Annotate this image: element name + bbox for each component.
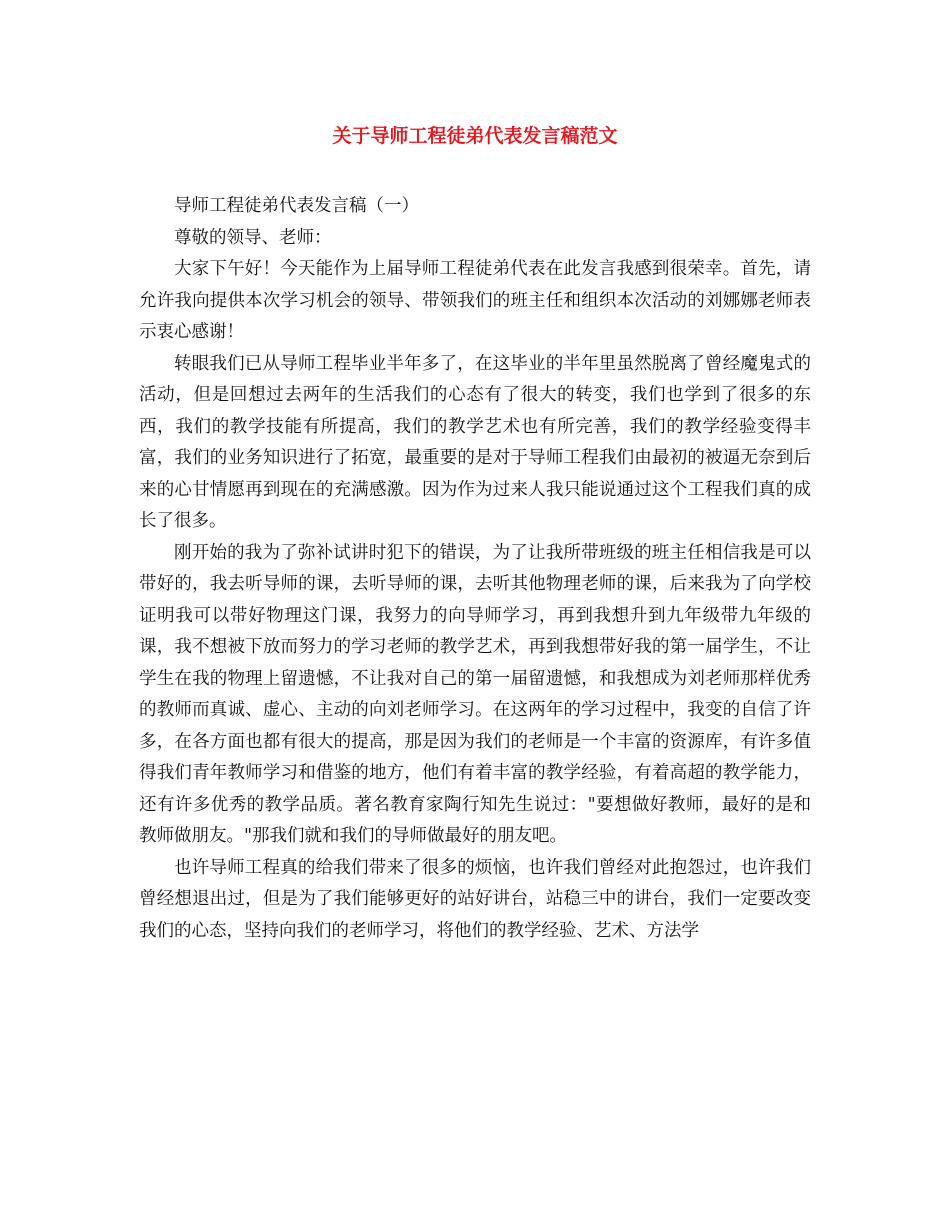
paragraph: 也许导师工程真的给我们带来了很多的烦恼，也许我们曾经对此抱怨过，也许我们曾经想退出过，但是为了我们能够更好的站好讲台，站稳三中的讲台，我们一定要改变我们的心态，坚持向我们的老师学习，将他们的教学经验、艺术、方法学 (139, 857, 811, 941)
document-body (139, 191, 811, 947)
paragraph: 大家下午好！今天能作为上届导师工程徒弟代表在此发言我感到很荣幸。首先，请允许我向提供本次学习机会的领导、带领我们的班主任和组织本次活动的刘娜娜老师表示衷心感谢！ (139, 259, 811, 342)
salutation: 尊敬的领导、老师： (174, 227, 332, 248)
document-title: 关于导师工程徒弟代表发言稿范文 (332, 125, 618, 147)
paragraph: 转眼我们已从导师工程毕业半年多了，在这毕业的半年里虽然脱离了曾经魔鬼式的活动，但是回想过去两年的生活我们的心态有了很大的转变，我们也学到了很多的东西，我们的教学技能有所提高，我们的教学艺术也有所完善，我们的教学经验变得丰富，我们的业务知识进行了拓宽，最重要的是对于导师工程我们由最初的被逼无奈到后来的心甘情愿再到现在的充满感激。因为作为过来人我只能说通过这个工程我们真的成长了很多。 (139, 353, 811, 531)
paragraph: 刚开始的我为了弥补试讲时犯下的错误，为了让我所带班级的班主任相信我是可以带好的，我去听导师的课，去听导师的课，去听其他物理老师的课，后来我为了向学校证明我可以带好物理这门课，我努力的向导师学习，再到我想升到九年级带九年级的课，我不想被下放而努力的学习老师的教学艺术，再到我想带好我的第一届学生，不让学生在我的物理上留遗憾，不让我对自己的第一届留遗憾，和我想成为刘老师那样优秀的教师而真诚、虚心、主动的向刘老师学习。在这两年的学习过程中，我变的自信了许多，在各方面也都有很大的提高，那是因为我们的老师是一个丰富的资源库，有许多值得我们青年教师学习和借鉴的地方，他们有着丰富的教学经验，有着高超的教学能力，还有许多优秀的教学品质。著名教育家陶行知先生说过："要想做好教师，最好的是和教师做朋友。"那我们就和我们的导师做最好的朋友吧。 (139, 542, 811, 846)
speech-subtitle: 导师工程徒弟代表发言稿（一） (174, 196, 419, 216)
